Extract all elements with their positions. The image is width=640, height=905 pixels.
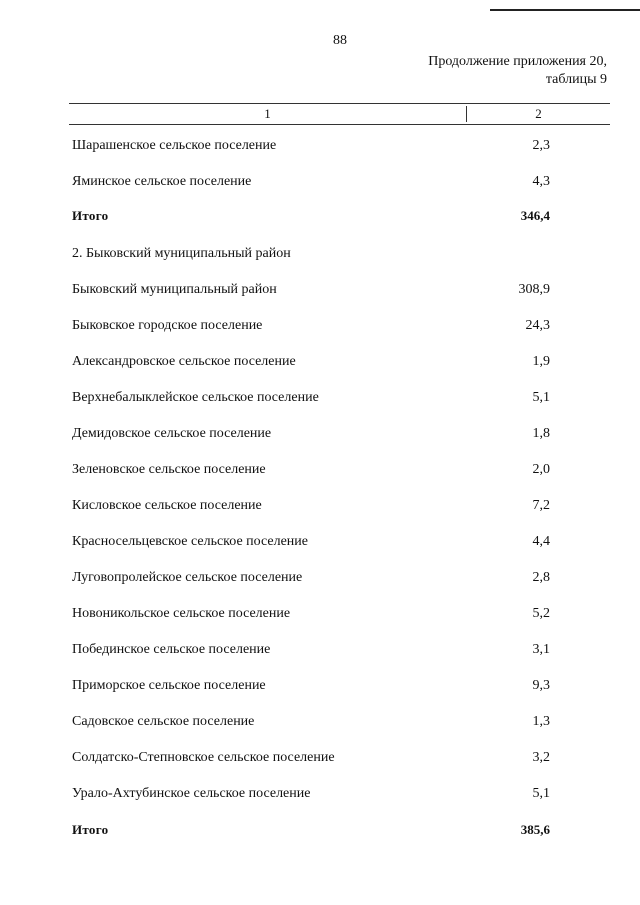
total-row: [69, 820, 610, 840]
row-value: 3,1: [532, 642, 550, 657]
row-name: Верхнебалыклейское сельское поселение: [72, 390, 319, 405]
row-value: 4,4: [532, 534, 550, 549]
table-row: [69, 388, 610, 408]
row-value: 2,3: [532, 138, 550, 153]
table-row: [69, 352, 610, 372]
row-name: Быковское городское поселение: [72, 318, 263, 333]
row-value: 308,9: [518, 282, 550, 297]
section-heading: 2. Быковский муниципальный район: [72, 246, 291, 261]
row-value: 5,1: [532, 786, 550, 801]
table-row: [69, 712, 610, 732]
table-row: [69, 460, 610, 480]
total-label: Итого: [72, 822, 109, 837]
header-note-line1: Продолжение приложения 20,: [428, 54, 607, 69]
table-row: [69, 784, 610, 804]
table-row: [69, 172, 610, 192]
row-name: Солдатско-Степновское сельское поселение: [72, 750, 335, 765]
table-row: [69, 136, 610, 156]
column-header-1: 1: [69, 106, 467, 122]
row-name: Садовское сельское поселение: [72, 714, 255, 729]
section-heading-row: [69, 244, 610, 264]
row-value: 1,8: [532, 426, 550, 441]
table-row: [69, 424, 610, 444]
row-value: 2,8: [532, 570, 550, 585]
row-name: Луговопролейское сельское поселение: [72, 570, 303, 585]
row-name: Побединское сельское поселение: [72, 642, 271, 657]
table-row: [69, 604, 610, 624]
row-name: Новоникольское сельское поселение: [72, 606, 291, 621]
row-value: 4,3: [532, 174, 550, 189]
table-row: [69, 640, 610, 660]
row-value: 2,0: [532, 462, 550, 477]
row-name: Зеленовское сельское поселение: [72, 462, 266, 477]
table-row: [69, 316, 610, 336]
table-row: [69, 496, 610, 516]
total-row: [69, 206, 610, 226]
row-name: Яминское сельское поселение: [72, 174, 252, 189]
header-note-line2: таблицы 9: [545, 72, 607, 87]
row-value: 1,3: [532, 714, 550, 729]
table-row: [69, 280, 610, 300]
table-header: [69, 103, 610, 125]
table-row: [69, 532, 610, 552]
row-value: 7,2: [532, 498, 550, 513]
row-name: Кисловское сельское поселение: [72, 498, 262, 513]
table-row: [69, 748, 610, 768]
top-rule: [490, 9, 640, 11]
row-name: Урало-Ахтубинское сельское поселение: [72, 786, 311, 801]
total-value: 346,4: [520, 208, 550, 223]
total-label: Итого: [72, 208, 109, 223]
row-name: Шарашенское сельское поселение: [72, 138, 277, 153]
table-row: [69, 568, 610, 588]
row-value: 1,9: [532, 354, 550, 369]
row-value: 5,2: [532, 606, 550, 621]
data-table: [69, 103, 610, 837]
row-value: 5,1: [532, 390, 550, 405]
table-row: [69, 676, 610, 696]
page-number: 88: [333, 33, 347, 48]
column-header-2: 2: [535, 106, 542, 121]
row-value: 9,3: [532, 678, 550, 693]
row-value: 24,3: [525, 318, 550, 333]
row-name: Демидовское сельское поселение: [72, 426, 272, 441]
row-name: Быковский муниципальный район: [72, 282, 277, 297]
total-value: 385,6: [520, 822, 550, 837]
row-name: Александровское сельское поселение: [72, 354, 296, 369]
header-note: [428, 53, 607, 89]
row-value: 3,2: [532, 750, 550, 765]
row-name: Приморское сельское поселение: [72, 678, 266, 693]
row-name: Красносельцевское сельское поселение: [72, 534, 308, 549]
